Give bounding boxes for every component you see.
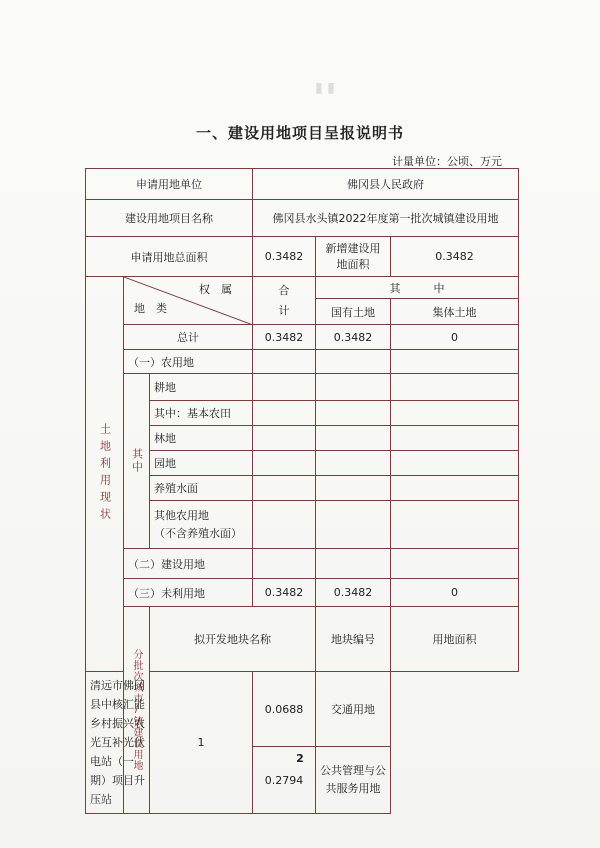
ownership-label: 权 属 bbox=[199, 283, 232, 296]
total-label: 总计 bbox=[124, 325, 253, 350]
plot-name: 清远市佛冈县中核汇能乡村振兴农光互补光伏电站（一期）项目升压站 bbox=[86, 672, 150, 814]
agri-item-yangzhi: 养殖水面 bbox=[150, 476, 253, 501]
project-name-label: 建设用地项目名称 bbox=[86, 200, 253, 237]
row-gengdi bbox=[86, 374, 519, 401]
qizhong-header: 其 中 bbox=[316, 277, 519, 299]
landtype-label: 地 类 bbox=[134, 302, 167, 315]
show-through-mark: ▮ ▮ bbox=[315, 80, 335, 96]
heji-line1: 合 bbox=[278, 283, 290, 297]
new-area-label bbox=[316, 237, 391, 277]
document-title: 一、建设用地项目呈报说明书 bbox=[195, 124, 404, 142]
construction-label: （二）建设用地 bbox=[124, 549, 253, 579]
collective-land-header: 集体土地 bbox=[391, 299, 519, 325]
col-plot-area: 用地面积 bbox=[391, 607, 519, 672]
row-batch-header bbox=[86, 607, 519, 672]
total-area-value: 0.3482 bbox=[253, 237, 316, 277]
page-number: 2 bbox=[296, 752, 304, 765]
other-agri-line2: （不含养殖水面） bbox=[154, 526, 242, 540]
row-yuandi bbox=[86, 451, 519, 476]
agri-item-jiben: 其中：基本农田 bbox=[150, 401, 253, 426]
unused-collective: 0 bbox=[391, 579, 519, 607]
row-agri bbox=[86, 350, 519, 374]
applicant-label: 申请用地单位 bbox=[86, 169, 253, 200]
landuse-side-label: 土地利用现状 bbox=[86, 277, 124, 672]
applicant-value: 佛冈县人民政府 bbox=[253, 169, 519, 200]
unused-label: （三）未利用地 bbox=[124, 579, 253, 607]
new-area-value: 0.3482 bbox=[391, 237, 519, 277]
row-applicant bbox=[86, 169, 519, 200]
total-collective: 0 bbox=[391, 325, 519, 350]
total-state: 0.3482 bbox=[316, 325, 391, 350]
agri-qizhong-label: 其中 bbox=[124, 374, 150, 549]
project-name-value: 佛冈县水头镇2022年度第一批次城镇建设用地 bbox=[253, 200, 519, 237]
agri-item-lindi: 林地 bbox=[150, 426, 253, 451]
measurement-unit: 计量单位：公顷、万元 bbox=[392, 155, 502, 168]
heji-line2: 计 bbox=[278, 303, 290, 317]
diagonal-header-cell bbox=[124, 277, 253, 325]
agri-item-yuandi: 园地 bbox=[150, 451, 253, 476]
row-total bbox=[86, 325, 519, 350]
heji-header bbox=[253, 277, 316, 325]
project-table bbox=[85, 168, 519, 814]
new-area-label-line2: 地面积 bbox=[336, 257, 370, 271]
row-jiben bbox=[86, 401, 519, 426]
new-area-label-line1: 新增建设用 bbox=[325, 241, 381, 255]
unused-state: 0.3482 bbox=[316, 579, 391, 607]
col-plot-no: 地块编号 bbox=[316, 607, 391, 672]
plot-part2-area: 0.2794 bbox=[253, 747, 316, 814]
plot-part1-area: 0.0688 bbox=[253, 672, 316, 747]
row-other-agri bbox=[86, 501, 519, 549]
row-total-area bbox=[86, 237, 519, 277]
row-unused bbox=[86, 579, 519, 607]
total-area-label: 申请用地总面积 bbox=[86, 237, 253, 277]
agri-label: （一）农用地 bbox=[124, 350, 253, 374]
agri-item-gengdi: 耕地 bbox=[150, 374, 253, 401]
col-plot-name: 拟开发地块名称 bbox=[150, 607, 316, 672]
plot-part1-use: 交通用地 bbox=[316, 672, 391, 747]
row-lindi bbox=[86, 426, 519, 451]
other-agri-line1: 其他农用地 bbox=[154, 508, 209, 522]
unused-heji: 0.3482 bbox=[253, 579, 316, 607]
row-project-name bbox=[86, 200, 519, 237]
plot-number: 1 bbox=[150, 672, 253, 814]
row-landuse-header-1 bbox=[86, 277, 519, 299]
agri-item-other bbox=[150, 501, 253, 549]
row-plot-part-1 bbox=[86, 672, 519, 747]
row-construction bbox=[86, 549, 519, 579]
total-heji: 0.3482 bbox=[253, 325, 316, 350]
row-yangzhi bbox=[86, 476, 519, 501]
plot-part2-use: 公共管理与公共服务用地 bbox=[316, 747, 391, 814]
state-land-header: 国有土地 bbox=[316, 299, 391, 325]
batch-side-label: 分批次城市/镇建设用地 bbox=[124, 607, 150, 814]
